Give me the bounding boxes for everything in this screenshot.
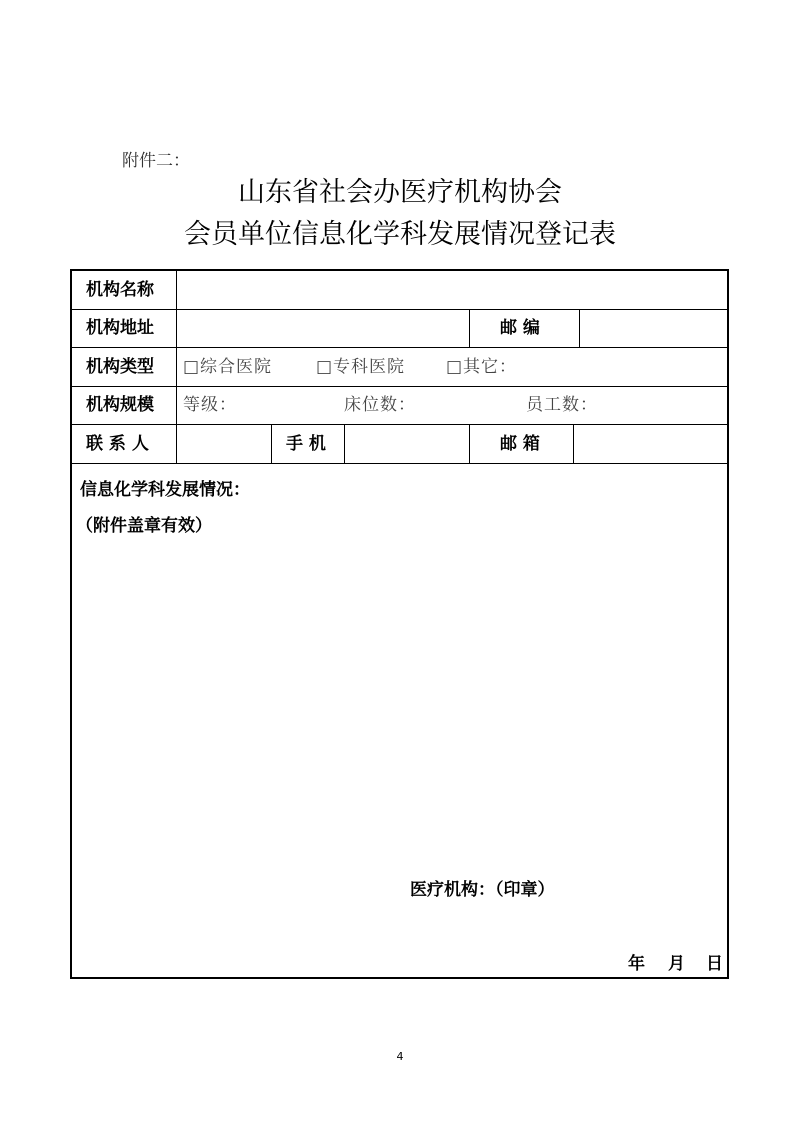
type-option-other[interactable]: □其它： <box>446 357 518 377</box>
institution-name-label: 机构名称 <box>86 280 154 300</box>
col-divider <box>344 424 345 463</box>
row-divider <box>72 424 727 425</box>
col-divider <box>573 424 574 463</box>
type-option-general-hospital[interactable]: □综合医院 <box>183 357 273 377</box>
col-divider <box>579 309 580 347</box>
page-number: 4 <box>396 1050 404 1063</box>
institution-scale-label: 机构规模 <box>86 395 154 415</box>
mobile-field[interactable] <box>346 426 468 462</box>
title-line-2: 会员单位信息化学科发展情况登记表 <box>184 219 616 250</box>
seal-note: （附件盖章有效） <box>76 516 212 536</box>
date-year: 年 <box>628 954 645 974</box>
institution-address-label: 机构地址 <box>86 318 154 338</box>
date-day: 日 <box>706 954 723 974</box>
institution-address-field[interactable] <box>178 310 468 346</box>
development-heading: 信息化学科发展情况： <box>80 480 250 500</box>
grade-field[interactable]: 等级： <box>183 395 237 415</box>
type-option-specialty-hospital[interactable]: □专科医院 <box>316 357 406 377</box>
postcode-label: 邮 编 <box>500 318 540 338</box>
col-divider <box>271 424 272 463</box>
postcode-field[interactable] <box>581 310 726 346</box>
beds-field[interactable]: 床位数： <box>344 395 416 415</box>
seal-label: 医疗机构：（印章） <box>410 880 555 900</box>
title-line-1: 山东省社会办医疗机构协会 <box>238 177 562 208</box>
development-description-area[interactable] <box>76 551 721 851</box>
institution-type-label: 机构类型 <box>86 357 154 377</box>
email-field[interactable] <box>575 426 726 462</box>
attachment-label: 附件二： <box>122 151 190 171</box>
registration-form-table <box>70 269 729 979</box>
row-divider <box>72 463 727 464</box>
staff-field[interactable]: 员工数： <box>526 395 598 415</box>
contact-person-label: 联 系 人 <box>86 434 149 454</box>
institution-name-field[interactable] <box>178 272 726 308</box>
col-divider <box>469 424 470 463</box>
email-label: 邮 箱 <box>500 434 540 454</box>
mobile-label: 手 机 <box>286 434 326 454</box>
contact-person-field[interactable] <box>178 426 270 462</box>
date-month: 月 <box>668 954 685 974</box>
col-divider <box>176 271 177 463</box>
col-divider <box>469 309 470 347</box>
